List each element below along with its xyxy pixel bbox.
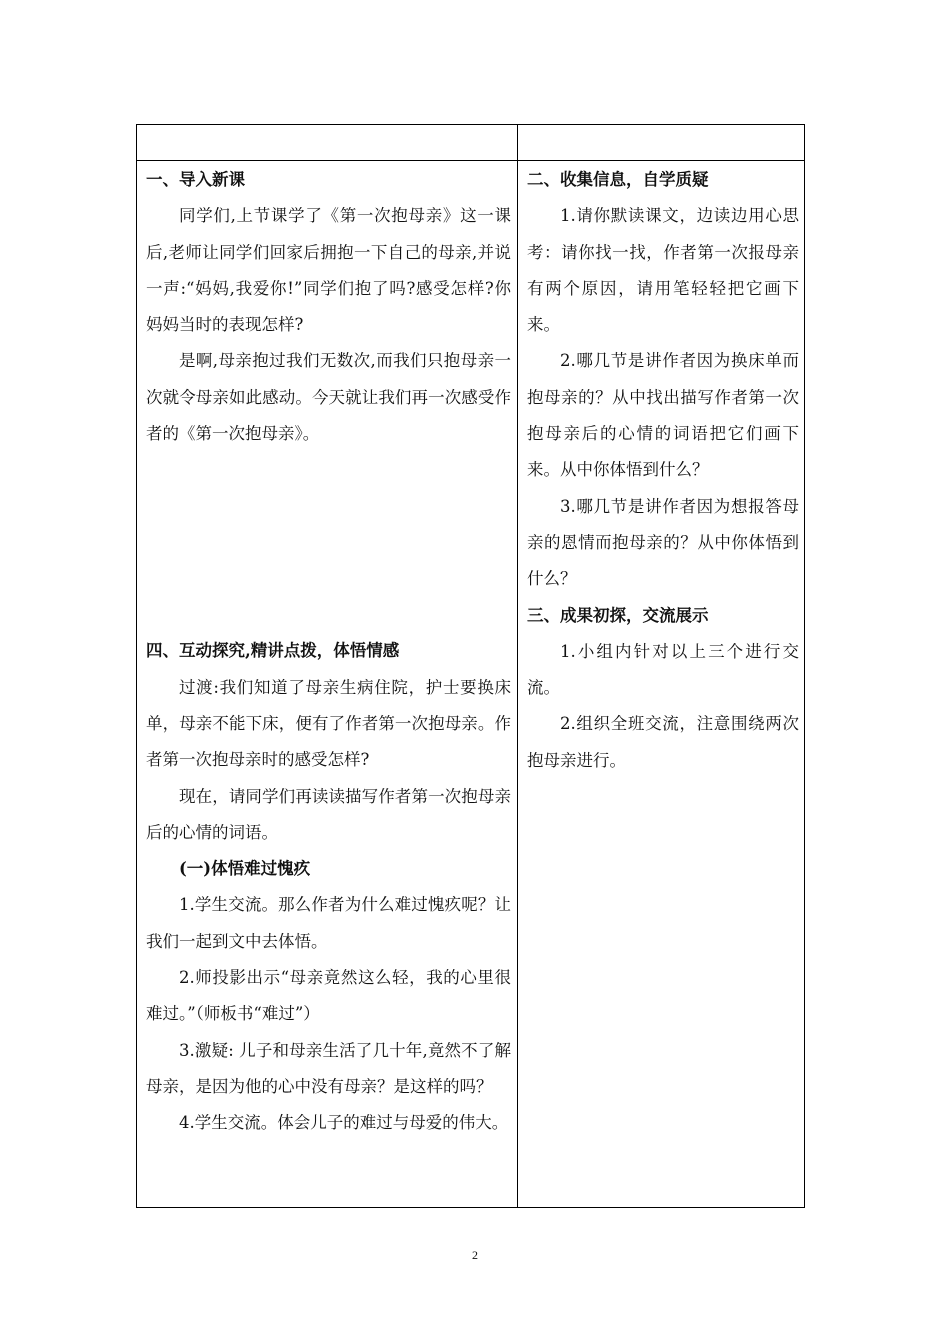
section1-paragraph-1: 同学们,上节课学了《第一次抱母亲》这一课后,老师让同学们回家后拥抱一下自己的母亲,并说一声:“妈妈,我爱你!”同学们抱了吗?感受怎样?你妈妈当时的表现怎样? bbox=[146, 206, 511, 335]
list-item-1: 1.学生交流。那么作者为什么难过愧疚呢？让我们一起到文中去体悟。 bbox=[146, 895, 511, 951]
left-column bbox=[146, 162, 511, 1142]
section4-paragraph-1: 过渡:我们知道了母亲生病住院，护士要换床单，母亲不能下床，便有了作者第一次抱母亲。作者第一次抱母亲时的感受怎样? bbox=[146, 677, 511, 770]
section3-heading: 三、成果初探，交流展示 bbox=[527, 605, 709, 625]
section1-heading: 一、导入新课 bbox=[146, 170, 245, 189]
lesson-plan-table bbox=[136, 124, 805, 1208]
question-3: 3.哪几节是讲作者因为想报答母亲的恩情而抱母亲的？从中你体悟到什么？ bbox=[527, 496, 799, 589]
list-item-3: 3.激疑: 儿子和母亲生活了几十年,竟然不了解母亲，是因为他的心中没有母亲？是这样的吗？ bbox=[146, 1040, 511, 1096]
section4-heading: 四、互动探究,精讲点拨，体悟情感 bbox=[146, 641, 400, 661]
activity-2: 2.组织全班交流，注意围绕两次抱母亲进行。 bbox=[527, 714, 799, 770]
list-item-4: 4.学生交流。体会儿子的难过与母爱的伟大。 bbox=[179, 1113, 509, 1133]
column-divider bbox=[517, 125, 518, 1207]
section1-paragraph-2: 是啊,母亲抱过我们无数次,而我们只抱母亲一次就令母亲如此感动。今天就让我们再一次感受作者的《第一次抱母亲》。 bbox=[146, 351, 511, 444]
question-1: 1.请你默读课文，边读边用心思考：请你找一找，作者第一次报母亲有两个原因，请用笔轻轻把它画下来。 bbox=[527, 206, 799, 335]
activity-1: 1.小组内针对以上三个进行交流。 bbox=[527, 641, 799, 698]
section4-paragraph-2: 现在，请同学们再读读描写作者第一次抱母亲后的心情的词语。 bbox=[146, 786, 511, 842]
question-2: 2.哪几节是讲作者因为换床单而抱母亲的？从中找出描写作者第一次抱母亲后的心情的词语把它们画下来。从中你体悟到什么？ bbox=[527, 351, 799, 480]
right-column bbox=[527, 162, 799, 779]
page-number: 2 bbox=[472, 1248, 478, 1262]
blank-space bbox=[146, 452, 511, 633]
list-item-2: 2.师投影出示“母亲竟然这么轻，我的心里很难过。”（师板书“难过”） bbox=[146, 968, 511, 1024]
header-row-divider bbox=[137, 160, 804, 161]
section2-heading: 二、收集信息，自学质疑 bbox=[527, 170, 709, 189]
subheading-sorrow-guilt: (一)体悟难过愧疚 bbox=[179, 859, 311, 879]
